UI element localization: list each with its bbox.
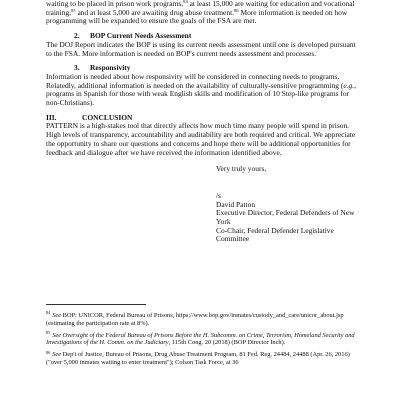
footnotes	[46, 312, 356, 371]
footnote-signal: See	[52, 351, 62, 359]
signature-mark: /s	[216, 190, 221, 200]
footnote-divider	[46, 304, 146, 305]
needs-assessment-paragraph: The DOJ Report indicates the BOP is using its current needs assessment until one is developed pursuant to the FSA. More information is needed on BOP's current needs assessment and processes.	[46, 39, 356, 58]
signer-name: David Patton	[216, 199, 256, 209]
footnote-text: , 115th Cong. 20 (2018) (BOP Director Inch).	[168, 339, 286, 347]
footnote-text: Dep't of Justice, Bureau of Prisons, Drug Abuse Treatment Program, 81 Fed. Reg. 24484, 24488 (Apr. 26, 2016) ("over 5,000 inmates waiting to enter treatment"); Colson Task Force, at 36	[46, 351, 350, 366]
programming-paragraph	[46, 0, 356, 26]
section-number: III.	[46, 112, 57, 122]
footnote-text: BOP: UNICOR, Federal Bureau of Prisons, https://www.bop.gov/inmates/custody_and_care/unicor_about.jsp (estimating the participation rate at 8%).	[46, 312, 344, 327]
paragraph-italic: e.g.	[343, 80, 355, 90]
footnote-84	[46, 312, 356, 327]
paragraph-text: at least 15,000 are waiting for education and vocational training,	[46, 0, 355, 17]
footnote-number: 84	[46, 310, 51, 316]
footnote-number: 85	[46, 330, 51, 336]
responsivity-paragraph	[46, 73, 356, 108]
conclusion-paragraph: PATTERN is a high-stakes tool that directly affects how much time many people will spend in prison. High levels of transparency, accountability and auditability are both required and critical. We appreciate the opportunity to share our questions and concerns and hope there will be additional opportunities for feedback and dialogue after we have received the information identified above.	[46, 121, 356, 157]
footnote-86	[46, 351, 356, 366]
signer-title: Co-Chair, Federal Defender Legislative Committee	[216, 225, 334, 244]
section-title: Responsivity	[90, 63, 131, 73]
footnote-ref[interactable]: 86	[234, 7, 239, 13]
closing-line: Very truly yours,	[216, 164, 267, 174]
letter-body	[46, 0, 356, 244]
footnote-signal: See	[52, 312, 62, 319]
footnote-title: Oversight of the Federal Bureau of Prisons Before the H. Subcomm. on Crime, Terrorism, Homeland Security and Investigations of the H. Comm. on the Judiciary	[46, 331, 355, 347]
paragraph-text: and at least 5,000 are awaiting drug abuse treatment.	[75, 7, 234, 17]
paragraph-text: Information is needed about how responsivity will be considered in connecting needs to programs. Relatedly, additional information is needed on the availability of culturally-sensitive programming (	[46, 71, 344, 90]
paragraph-text: More information is needed on how programming will be expanded to ensure the goals of the FSA are met.	[46, 7, 348, 26]
paragraph-text: waiting to be placed in prison work programs,	[46, 0, 184, 8]
section-title: CONCLUSION	[82, 112, 133, 122]
section-number: 2.	[74, 31, 80, 41]
footnote-signal: See	[52, 331, 62, 339]
section-number: 3.	[74, 63, 80, 73]
footnote-85	[46, 332, 356, 347]
footnote-ref[interactable]: 85	[71, 7, 76, 13]
section-title: BOP Current Needs Assessment	[90, 31, 192, 41]
signer-title: Executive Director, Federal Defenders of New York	[216, 208, 355, 227]
footnote-ref[interactable]: 84	[183, 0, 188, 4]
footnote-number: 86	[46, 349, 51, 355]
paragraph-text: , programs in Spanish for those with weak English skills and modification of 10 Step-like programs for non-Christians).	[46, 80, 356, 108]
